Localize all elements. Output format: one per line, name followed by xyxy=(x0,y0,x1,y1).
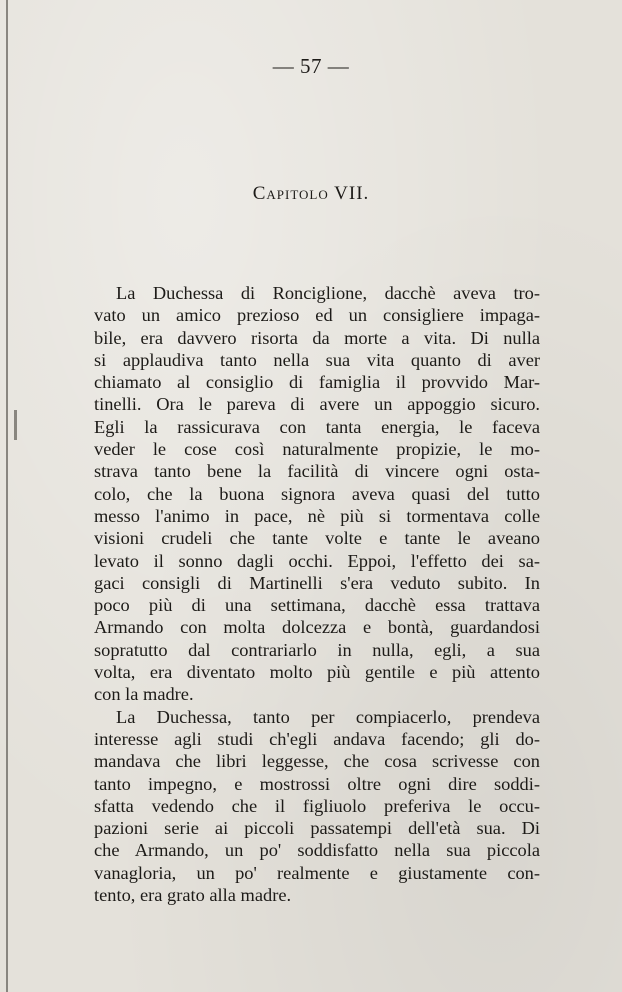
paragraph-2 xyxy=(94,706,540,907)
text-line: sfatta vedendo che il figliuolo preferiva le occu- xyxy=(94,795,540,816)
binding-mark xyxy=(14,410,17,440)
text-line: volta, era diventato molto più gentile e più attento xyxy=(94,662,540,683)
text-line: poco più di una settimana, dacchè essa trattava xyxy=(94,595,540,616)
text-line: visioni crudeli che tante volte e tante le aveano xyxy=(94,528,540,549)
paragraph-1 xyxy=(94,282,540,706)
text-line: con la madre. xyxy=(94,684,194,705)
text-line: vanagloria, un po' realmente e giustamente con- xyxy=(94,862,540,883)
text-line: si applaudiva tanto nella sua vita quanto di aver xyxy=(94,349,540,370)
text-line: tento, era grato alla madre. xyxy=(94,885,292,906)
text-line: colo, che la buona signora aveva quasi del tutto xyxy=(94,483,540,504)
text-line: che Armando, un po' soddisfatto nella sua piccola xyxy=(94,840,540,861)
text-line: tanto impegno, e mostrossi oltre ogni dire soddi- xyxy=(94,773,540,794)
text-line: Egli la rassicurava con tanta energia, le faceva xyxy=(94,416,540,437)
text-line: tinelli. Ora le pareva di avere un appoggio sicuro. xyxy=(94,394,540,415)
text-line: chiamato al consiglio di famiglia il provvido Mar- xyxy=(94,372,540,393)
text-line: strava tanto bene la facilità di vincere ogni osta- xyxy=(94,461,540,482)
text-line: mandava che libri leggesse, che cosa scrivesse con xyxy=(94,751,540,772)
body-text xyxy=(94,282,540,906)
text-line: interesse agli studi ch'egli andava facendo; gli do- xyxy=(94,728,540,749)
page-spine-edge xyxy=(6,0,8,992)
text-line: levato il sonno dagli occhi. Eppoi, l'effetto dei sa- xyxy=(94,550,540,571)
text-line: messo l'animo in pace, nè più si tormentava colle xyxy=(94,505,540,526)
text-line: veder le cose così naturalmente propizie, le mo- xyxy=(94,439,540,460)
text-line: bile, era davvero risorta da morte a vita. Di nulla xyxy=(94,327,540,348)
text-line: vato un amico prezioso ed un consigliere impaga- xyxy=(94,305,540,326)
text-line: gaci consigli di Martinelli s'era veduto subito. In xyxy=(94,572,540,593)
page-number: — 57 — xyxy=(272,54,350,78)
text-line: pazioni serie ai piccoli passatempi dell'età sua. Di xyxy=(94,818,540,839)
text-line: sopratutto dal contrariarlo in nulla, egli, a sua xyxy=(94,639,540,660)
text-line: Armando con molta dolcezza e bontà, guardandosi xyxy=(94,617,540,638)
text-line: La Duchessa, tanto per compiacerlo, prendeva xyxy=(116,706,540,727)
chapter-title: Capitolo VII. xyxy=(252,183,370,204)
text-line: La Duchessa di Ronciglione, dacchè aveva tro- xyxy=(116,283,540,303)
